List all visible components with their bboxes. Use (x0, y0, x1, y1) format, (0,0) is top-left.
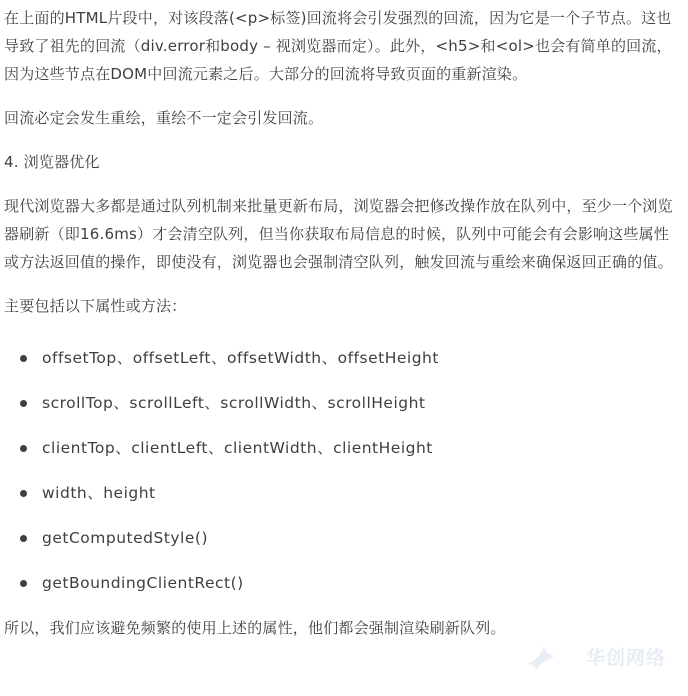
paragraph-list-intro: 主要包括以下属性或方法： (4, 297, 187, 315)
list-item-text: scrollTop、scrollLeft、scrollWidth、scrollHeight (42, 394, 426, 412)
bullet-icon (20, 490, 27, 497)
bullet-icon (20, 355, 27, 362)
list-item (4, 381, 680, 426)
paragraph-conclusion: 所以，我们应该避免频繁的使用上述的属性，他们都会强制渲染刷新队列。 (4, 619, 506, 637)
article-body (4, 0, 680, 642)
paragraph-repaint-note: 回流必定会发生重绘，重绘不一定会引发回流。 (4, 109, 324, 127)
paragraph-queue-explanation: 现代浏览器大多都是通过队列机制来批量更新布局，浏览器会把修改操作放在队列中，至少一个浏览器刷新（即16.6ms）才会清空队列，但当你获取布局信息的时候，队列中可能会有会影响这些属性或方法返回值的操作，即使没有，浏览器也会强制清空队列，触发回流与重绘来确保返回正确的值。 (4, 197, 673, 271)
methods-list (4, 336, 680, 606)
bullet-icon (20, 400, 27, 407)
list-item-text: clientTop、clientLeft、clientWidth、clientHeight (42, 439, 433, 457)
bullet-icon (20, 580, 27, 587)
paragraph-reflow-example: 在上面的HTML片段中，对该段落(<p>标签)回流将会引发强烈的回流，因为它是一个子节点。这也导致了祖先的回流（div.error和body – 视浏览器而定）。此外，<h5>和<ol>也会有简单的回流，因为这些节点在DOM中回流元素之后。大部分的回流将导致页面的重新渲染。 (4, 9, 672, 83)
list-item (4, 561, 680, 606)
list-item (4, 336, 680, 381)
list-item-text: width、height (42, 484, 156, 502)
list-item-text: offsetTop、offsetLeft、offsetWidth、offsetHeight (42, 349, 439, 367)
list-item-text: getComputedStyle() (42, 529, 208, 547)
list-item (4, 471, 680, 516)
list-item (4, 516, 680, 561)
bullet-icon (20, 445, 27, 452)
section-heading: 4. 浏览器优化 (4, 153, 100, 171)
bird-logo-icon (524, 640, 558, 674)
watermark-text: 华创网络 (585, 647, 666, 669)
bullet-icon (20, 535, 27, 542)
list-item (4, 426, 680, 471)
list-item-text: getBoundingClientRect() (42, 574, 244, 592)
